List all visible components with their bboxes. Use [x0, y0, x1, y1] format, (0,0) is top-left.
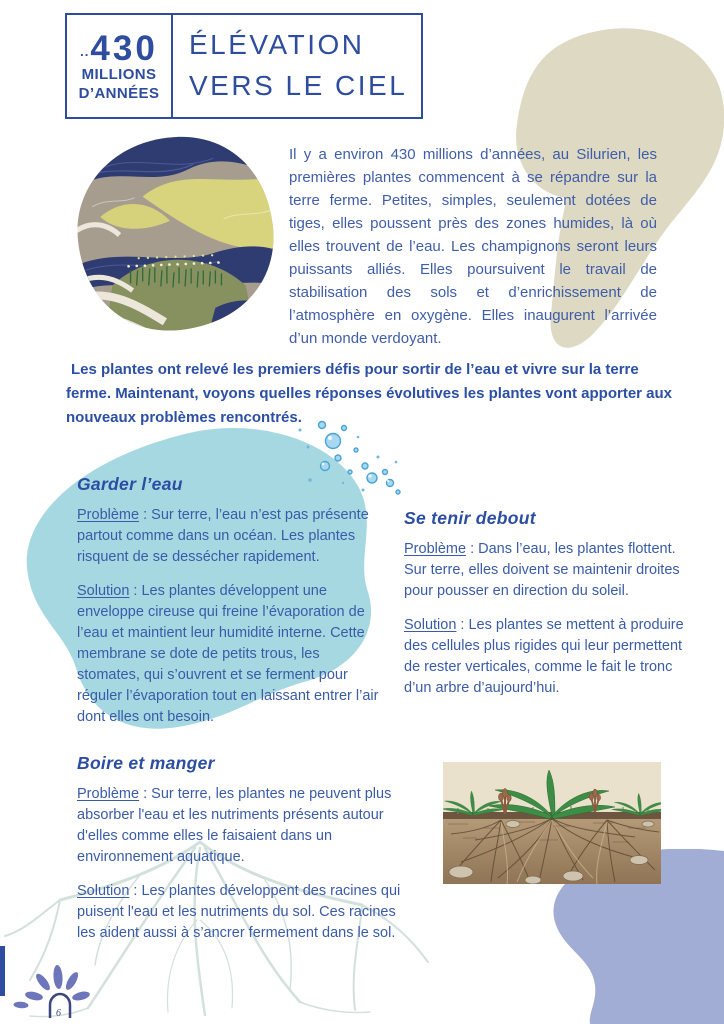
- age-number-row: [80, 28, 158, 68]
- age-number: 430: [90, 28, 158, 68]
- section-eat-drink: [77, 753, 401, 957]
- silurian-landscape-illustration: [72, 134, 279, 334]
- section-keep-water-title: Garder l’eau: [77, 474, 183, 494]
- solution-label: Solution: [77, 883, 130, 899]
- museum-flower-logo: [12, 960, 96, 1022]
- section-eat-drink-title: Boire et manger: [77, 753, 215, 773]
- header-box: [65, 13, 423, 119]
- solution-text: : Les plantes se mettent à produire des cellules plus rigides qui leur permettent de rester verticales, comme le fait le tronc d’un arbre d’aujourd’hui.: [404, 617, 684, 696]
- problem-label: Problème: [77, 786, 140, 802]
- problem-label: Problème: [77, 507, 140, 523]
- problem-text: : Sur terre, l’eau n’est pas présente partout comme dans un océan. Les plantes risquent de se dessécher rapidement.: [77, 507, 369, 565]
- solution-paragraph: [77, 581, 385, 728]
- solution-paragraph: [404, 615, 692, 699]
- logo-glyph: 6: [56, 1008, 61, 1019]
- section-stand-up: [404, 508, 692, 712]
- solution-label: Solution: [404, 617, 457, 633]
- problem-label: Problème: [404, 541, 467, 557]
- age-prefix-dots: ..: [80, 43, 90, 59]
- section-keep-water: [77, 474, 385, 741]
- early-plants-roots-illustration: [443, 762, 661, 884]
- solution-text: : Les plantes développent des racines qui puisent l'eau et les nutriments du sol. Ces racines les aident aussi à s’ancrer fermement dans le sol.: [77, 883, 401, 941]
- problem-paragraph: [404, 539, 692, 602]
- age-unit-line1: MILLIONS: [81, 65, 157, 83]
- page-edge-mark: [0, 946, 5, 996]
- page-title-line2: VERS LE CIEL: [189, 70, 408, 101]
- problem-text: : Sur terre, les plantes ne peuvent plus absorber l'eau et les nutriments présents autour d'elles comme elles le faisaient dans un environnement aquatique.: [77, 786, 392, 865]
- problem-text: : Dans l’eau, les plantes flottent. Sur terre, elles doivent se maintenir droites pour pousser en direction du soleil.: [404, 541, 680, 599]
- age-unit-line2: D’ANNÉES: [78, 84, 160, 102]
- problem-paragraph: [77, 505, 385, 568]
- solution-text: : Les plantes développent une enveloppe cireuse qui freine l’évaporation de l’eau et maintient leur humidité interne. Cette membrane se dote de petits trous, les stomates, qui s’ouvrent et se ferment pour réguler l’évaporation tout en laissant entrer l’air dont elles ont besoin.: [77, 583, 379, 725]
- lead-paragraph: Les plantes ont relevé les premiers défis pour sortir de l’eau et vivre sur la terre ferme. Maintenant, voyons quelles réponses évolutives les plantes vont apporter aux nouveaux problèmes rencontrés.: [66, 361, 673, 426]
- age-block: [67, 15, 173, 117]
- page-title-line1: ÉLÉVATION: [189, 29, 365, 61]
- solution-label: Solution: [77, 583, 130, 599]
- page-title: [173, 15, 421, 117]
- solution-paragraph: [77, 881, 401, 944]
- section-stand-up-title: Se tenir debout: [404, 508, 536, 528]
- intro-paragraph: Il y a environ 430 millions d’années, au Silurien, les premières plantes commencent à se répandre sur la terre ferme. Petites, simples, seulement dotées de tiges, elles poussent près des zones humides, là où elles trouvent de l’eau. Les champignons seront leurs puissants alliés. Elles poursuivent le travail de stabilisation des sols et d’enrichissement de l’atmosphère en oxygène. Elles inaugurent l’arrivée d’un monde verdoyant.: [289, 146, 657, 347]
- problem-paragraph: [77, 784, 401, 868]
